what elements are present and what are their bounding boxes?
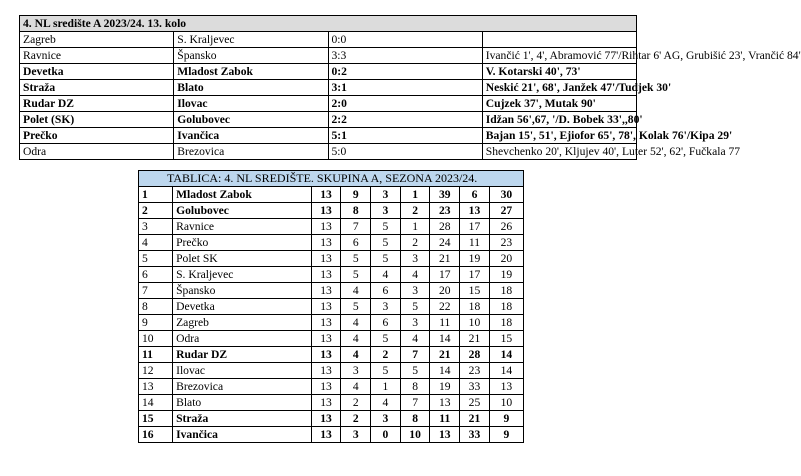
losses: 5 [400, 363, 430, 379]
wins: 6 [341, 235, 371, 251]
home-team: Rudar DZ [20, 96, 174, 112]
points: 13 [489, 379, 523, 395]
losses: 1 [400, 187, 430, 203]
draws: 6 [371, 315, 401, 331]
results-header-row [20, 16, 637, 32]
standings-row [139, 315, 524, 331]
position: 3 [139, 219, 173, 235]
draws: 5 [371, 363, 401, 379]
goals-against: 33 [460, 427, 490, 443]
goals-against: 11 [460, 235, 490, 251]
home-team: Prečko [20, 128, 174, 144]
points: 19 [489, 267, 523, 283]
team-name: Rudar DZ [173, 347, 312, 363]
standings-row [139, 411, 524, 427]
goals-for: 28 [430, 219, 460, 235]
wins: 5 [341, 299, 371, 315]
position: 7 [139, 283, 173, 299]
home-team: Straža [20, 80, 174, 96]
wins: 2 [341, 395, 371, 411]
losses: 1 [400, 219, 430, 235]
points: 20 [489, 251, 523, 267]
played: 13 [311, 283, 341, 299]
points: 9 [489, 411, 523, 427]
away-team: Brezovica [174, 144, 328, 160]
goals-for: 14 [430, 331, 460, 347]
played: 13 [311, 379, 341, 395]
match-score: 3:3 [328, 48, 482, 64]
standings-row [139, 251, 524, 267]
wins: 5 [341, 251, 371, 267]
results-title: 4. NL središte A 2023/24. 13. kolo [20, 16, 637, 32]
goals-for: 13 [430, 395, 460, 411]
wins: 8 [341, 203, 371, 219]
played: 13 [311, 187, 341, 203]
team-name: Špansko [173, 283, 312, 299]
home-team: Odra [20, 144, 174, 160]
away-team: Špansko [174, 48, 328, 64]
played: 13 [311, 251, 341, 267]
played: 13 [311, 331, 341, 347]
draws: 3 [371, 299, 401, 315]
position: 11 [139, 347, 173, 363]
position: 8 [139, 299, 173, 315]
losses: 3 [400, 315, 430, 331]
team-name: Zagreb [173, 315, 312, 331]
played: 13 [311, 347, 341, 363]
match-score: 3:1 [328, 80, 482, 96]
match-score: 5:1 [328, 128, 482, 144]
losses: 7 [400, 395, 430, 411]
match-row [20, 128, 637, 144]
goals-for: 19 [430, 379, 460, 395]
home-team: Ravnice [20, 48, 174, 64]
match-row [20, 96, 637, 112]
home-team: Zagreb [20, 32, 174, 48]
losses: 5 [400, 299, 430, 315]
standings-row [139, 219, 524, 235]
standings-row [139, 395, 524, 411]
goals-for: 39 [430, 187, 460, 203]
goal-scorers: Ivančić 1', 4', Abramović 77'/Rihtar 6' AG, Grubišić 23', Vrančić 84' [482, 48, 636, 64]
goal-scorers: V. Kotarski 40', 73' [482, 64, 636, 80]
wins: 3 [341, 427, 371, 443]
standings-title: TABLICA: 4. NL SREDIŠTE. SKUPINA A, SEZONA 2023/24. [138, 170, 524, 186]
losses: 2 [400, 235, 430, 251]
goals-against: 28 [460, 347, 490, 363]
wins: 3 [341, 363, 371, 379]
goal-scorers [482, 32, 636, 48]
match-row [20, 64, 637, 80]
goal-scorers: Idžan 56',67, '/D. Bobek 33',,80' [482, 112, 636, 128]
position: 9 [139, 315, 173, 331]
away-team: Ilovac [174, 96, 328, 112]
away-team: Ivančica [174, 128, 328, 144]
played: 13 [311, 203, 341, 219]
draws: 3 [371, 411, 401, 427]
away-team: Blato [174, 80, 328, 96]
draws: 5 [371, 235, 401, 251]
wins: 9 [341, 187, 371, 203]
losses: 7 [400, 347, 430, 363]
played: 13 [311, 395, 341, 411]
goals-for: 20 [430, 283, 460, 299]
points: 9 [489, 427, 523, 443]
draws: 6 [371, 283, 401, 299]
goals-for: 24 [430, 235, 460, 251]
wins: 2 [341, 411, 371, 427]
position: 15 [139, 411, 173, 427]
match-score: 0:0 [328, 32, 482, 48]
match-score: 2:2 [328, 112, 482, 128]
position: 4 [139, 235, 173, 251]
home-team: Devetka [20, 64, 174, 80]
goals-against: 25 [460, 395, 490, 411]
match-row [20, 144, 637, 160]
goals-against: 33 [460, 379, 490, 395]
away-team: Golubovec [174, 112, 328, 128]
results-table [19, 15, 801, 160]
goals-for: 17 [430, 267, 460, 283]
wins: 4 [341, 315, 371, 331]
team-name: Brezovica [173, 379, 312, 395]
goals-against: 17 [460, 219, 490, 235]
match-score: 2:0 [328, 96, 482, 112]
draws: 3 [371, 203, 401, 219]
team-name: Ivančica [173, 427, 312, 443]
wins: 4 [341, 283, 371, 299]
goals-for: 11 [430, 411, 460, 427]
played: 13 [311, 427, 341, 443]
points: 26 [489, 219, 523, 235]
goal-scorers: Shevchenko 20', Kljujev 40', Luter 52', 62', Fučkala 77 [482, 144, 636, 160]
points: 14 [489, 363, 523, 379]
played: 13 [311, 299, 341, 315]
goals-against: 19 [460, 251, 490, 267]
goals-against: 6 [460, 187, 490, 203]
goals-for: 21 [430, 251, 460, 267]
standings-row [139, 331, 524, 347]
team-name: Straža [173, 411, 312, 427]
wins: 5 [341, 267, 371, 283]
points: 15 [489, 331, 523, 347]
goals-for: 14 [430, 363, 460, 379]
position: 12 [139, 363, 173, 379]
match-row [20, 48, 637, 64]
goals-for: 22 [430, 299, 460, 315]
points: 18 [489, 299, 523, 315]
points: 14 [489, 347, 523, 363]
team-name: S. Kraljevec [173, 267, 312, 283]
wins: 4 [341, 347, 371, 363]
standings-row [139, 427, 524, 443]
draws: 2 [371, 347, 401, 363]
team-name: Polet SK [173, 251, 312, 267]
losses: 2 [400, 203, 430, 219]
draws: 1 [371, 379, 401, 395]
draws: 5 [371, 331, 401, 347]
draws: 4 [371, 395, 401, 411]
played: 13 [311, 411, 341, 427]
standings-row [139, 187, 524, 203]
draws: 3 [371, 187, 401, 203]
goals-against: 18 [460, 299, 490, 315]
goals-against: 10 [460, 315, 490, 331]
team-name: Prečko [173, 235, 312, 251]
team-name: Golubovec [173, 203, 312, 219]
team-name: Blato [173, 395, 312, 411]
wins: 4 [341, 331, 371, 347]
goal-scorers: Bajan 15', 51', Ejiofor 65', 78', Kolak 76'/Kipa 29' [482, 128, 636, 144]
match-score: 0:2 [328, 64, 482, 80]
position: 1 [139, 187, 173, 203]
points: 10 [489, 395, 523, 411]
standings-row [139, 267, 524, 283]
position: 16 [139, 427, 173, 443]
goal-scorers: Cujzek 37', Mutak 90' [482, 96, 636, 112]
losses: 3 [400, 251, 430, 267]
team-name: Ravnice [173, 219, 312, 235]
home-team: Polet (SK) [20, 112, 174, 128]
points: 30 [489, 187, 523, 203]
away-team: Mladost Zabok [174, 64, 328, 80]
points: 18 [489, 315, 523, 331]
goals-against: 15 [460, 283, 490, 299]
standings-body [139, 187, 524, 443]
position: 13 [139, 379, 173, 395]
played: 13 [311, 235, 341, 251]
goals-against: 17 [460, 267, 490, 283]
losses: 4 [400, 331, 430, 347]
points: 18 [489, 283, 523, 299]
standings-row [139, 283, 524, 299]
played: 13 [311, 315, 341, 331]
goals-against: 21 [460, 411, 490, 427]
goals-for: 13 [430, 427, 460, 443]
standings-row [139, 203, 524, 219]
draws: 4 [371, 267, 401, 283]
position: 5 [139, 251, 173, 267]
losses: 4 [400, 267, 430, 283]
standings-row [139, 379, 524, 395]
team-name: Mladost Zabok [173, 187, 312, 203]
match-score: 5:0 [328, 144, 482, 160]
played: 13 [311, 219, 341, 235]
goals-for: 21 [430, 347, 460, 363]
points: 23 [489, 235, 523, 251]
losses: 3 [400, 283, 430, 299]
wins: 4 [341, 379, 371, 395]
standings-row [139, 299, 524, 315]
goals-against: 23 [460, 363, 490, 379]
wins: 7 [341, 219, 371, 235]
position: 10 [139, 331, 173, 347]
losses: 8 [400, 411, 430, 427]
points: 27 [489, 203, 523, 219]
team-name: Devetka [173, 299, 312, 315]
team-name: Ilovac [173, 363, 312, 379]
match-row [20, 32, 637, 48]
match-row [20, 112, 637, 128]
position: 6 [139, 267, 173, 283]
goals-for: 11 [430, 315, 460, 331]
losses: 10 [400, 427, 430, 443]
goals-for: 23 [430, 203, 460, 219]
position: 2 [139, 203, 173, 219]
losses: 8 [400, 379, 430, 395]
draws: 5 [371, 251, 401, 267]
goals-against: 21 [460, 331, 490, 347]
standings-table [138, 170, 524, 443]
played: 13 [311, 267, 341, 283]
played: 13 [311, 363, 341, 379]
away-team: S. Kraljevec [174, 32, 328, 48]
draws: 0 [371, 427, 401, 443]
standings-row [139, 347, 524, 363]
goals-against: 13 [460, 203, 490, 219]
standings-row [139, 363, 524, 379]
draws: 5 [371, 219, 401, 235]
goal-scorers: Neskić 21', 68', Janžek 47'/Tudjek 30' [482, 80, 636, 96]
standings-row [139, 235, 524, 251]
match-row [20, 80, 637, 96]
team-name: Odra [173, 331, 312, 347]
position: 14 [139, 395, 173, 411]
results-body [20, 16, 801, 160]
